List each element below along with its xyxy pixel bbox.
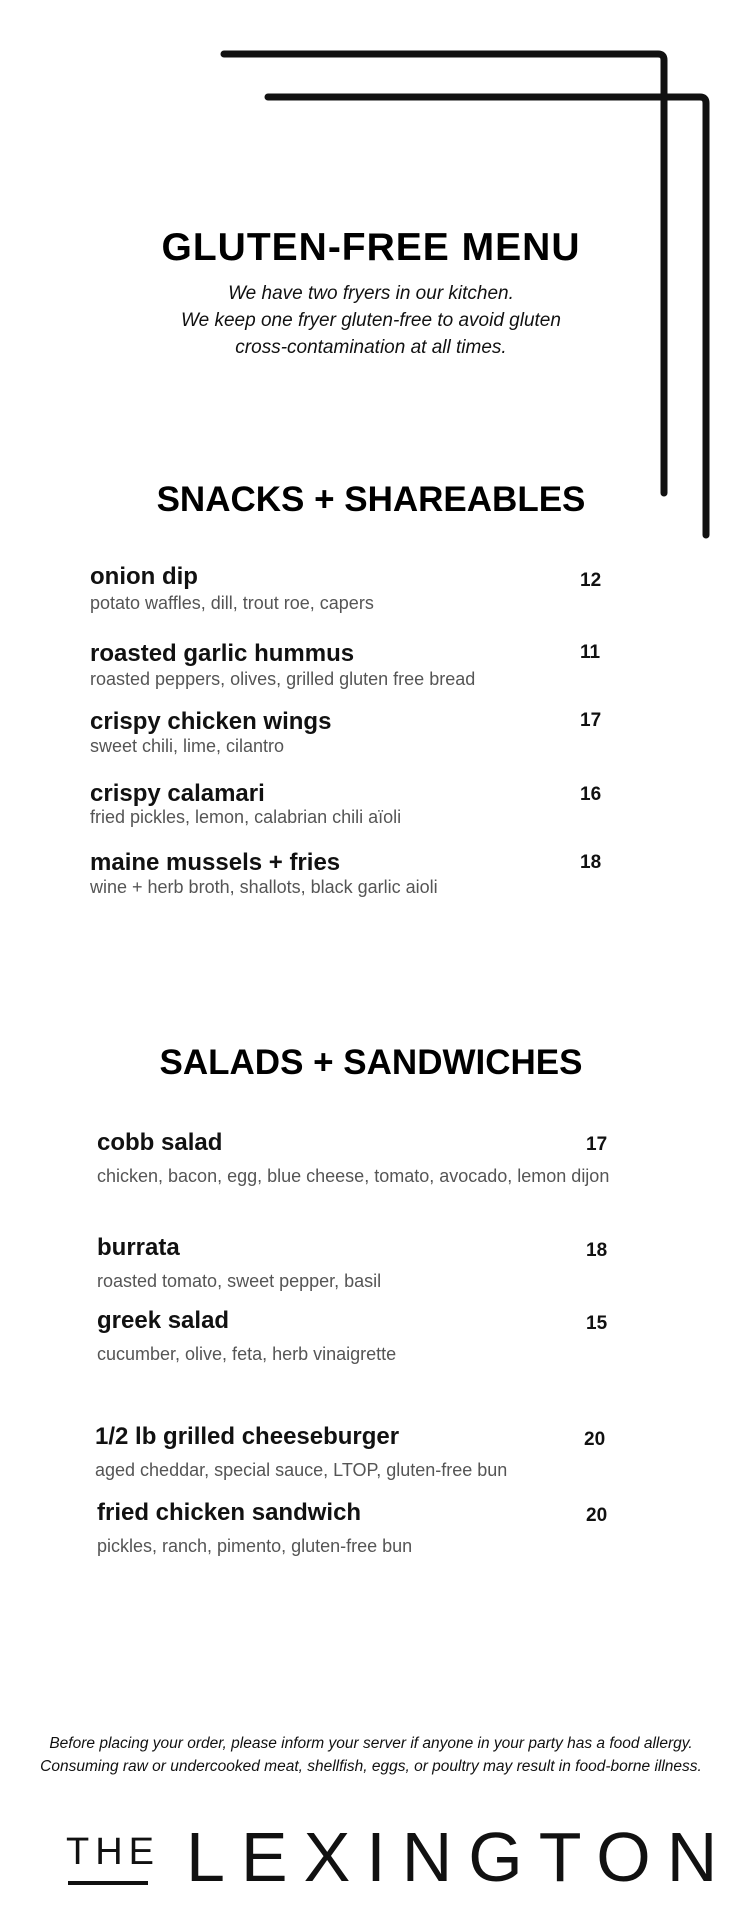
menu-item-description: potato waffles, dill, trout roe, capers	[90, 593, 374, 613]
menu-item-price: 12	[580, 570, 602, 591]
menu-item-name: onion dip	[90, 563, 198, 590]
disclaimer-line: Before placing your order, please inform your server if anyone in your party has a food allergy.	[49, 1735, 693, 1752]
menu-item-name: burrata	[97, 1234, 180, 1261]
menu-item-price: 17	[586, 1134, 608, 1155]
intro-line: cross-contamination at all times.	[235, 337, 507, 358]
menu-item-price: 16	[580, 784, 602, 805]
menu-item-name: crispy calamari	[90, 780, 265, 807]
menu-item-name: roasted garlic hummus	[90, 640, 355, 667]
section-title-salads: SALADS + SANDWICHES	[159, 1043, 583, 1082]
menu-item-name: 1/2 lb grilled cheeseburger	[95, 1423, 400, 1450]
menu-item-price: 11	[580, 642, 601, 663]
outer-corner-line	[224, 54, 664, 493]
menu-item-price: 18	[586, 1240, 608, 1261]
menu-item-description: sweet chili, lime, cilantro	[90, 736, 285, 756]
menu-item-name: maine mussels + fries	[90, 849, 341, 876]
menu-item-price: 20	[586, 1505, 608, 1526]
menu-item-price: 15	[586, 1313, 608, 1334]
menu-item-description: wine + herb broth, shallots, black garlic aioli	[90, 877, 438, 897]
menu-item-name: fried chicken sandwich	[97, 1499, 362, 1526]
menu-item-name: crispy chicken wings	[90, 708, 332, 735]
menu-item-name: greek salad	[97, 1307, 230, 1334]
menu-item-description: pickles, ranch, pimento, gluten-free bun	[97, 1536, 413, 1556]
logo-underline	[68, 1881, 148, 1885]
menu-item-description: aged cheddar, special sauce, LTOP, gluten-free bun	[95, 1460, 508, 1480]
intro-line: We keep one fryer gluten-free to avoid gluten	[181, 310, 561, 331]
menu-item-description: chicken, bacon, egg, blue cheese, tomato, avocado, lemon dijon	[97, 1166, 610, 1186]
menu-item-description: roasted tomato, sweet pepper, basil	[97, 1271, 382, 1291]
menu-item-description: cucumber, olive, feta, herb vinaigrette	[97, 1344, 397, 1364]
page-title: GLUTEN-FREE MENU	[161, 226, 581, 269]
intro-line: We have two fryers in our kitchen.	[228, 283, 514, 304]
allergy-disclaimer	[0, 1732, 742, 1778]
menu-item-description: roasted peppers, olives, grilled gluten free bread	[90, 669, 476, 689]
menu-item-name: cobb salad	[97, 1129, 223, 1156]
menu-item-price: 17	[580, 710, 602, 731]
section-title-snacks: SNACKS + SHAREABLES	[156, 480, 586, 519]
menu-item-description: fried pickles, lemon, calabrian chili aïoli	[90, 807, 402, 827]
disclaimer-line: Consuming raw or undercooked meat, shellfish, eggs, or poultry may result in food-borne illness.	[40, 1758, 702, 1775]
logo-wordmark: LEXINGTON	[186, 1818, 734, 1896]
menu-item-price: 20	[584, 1429, 606, 1450]
intro-text	[0, 280, 742, 361]
menu-item-price: 18	[580, 852, 602, 873]
logo-the: THE	[66, 1831, 160, 1873]
